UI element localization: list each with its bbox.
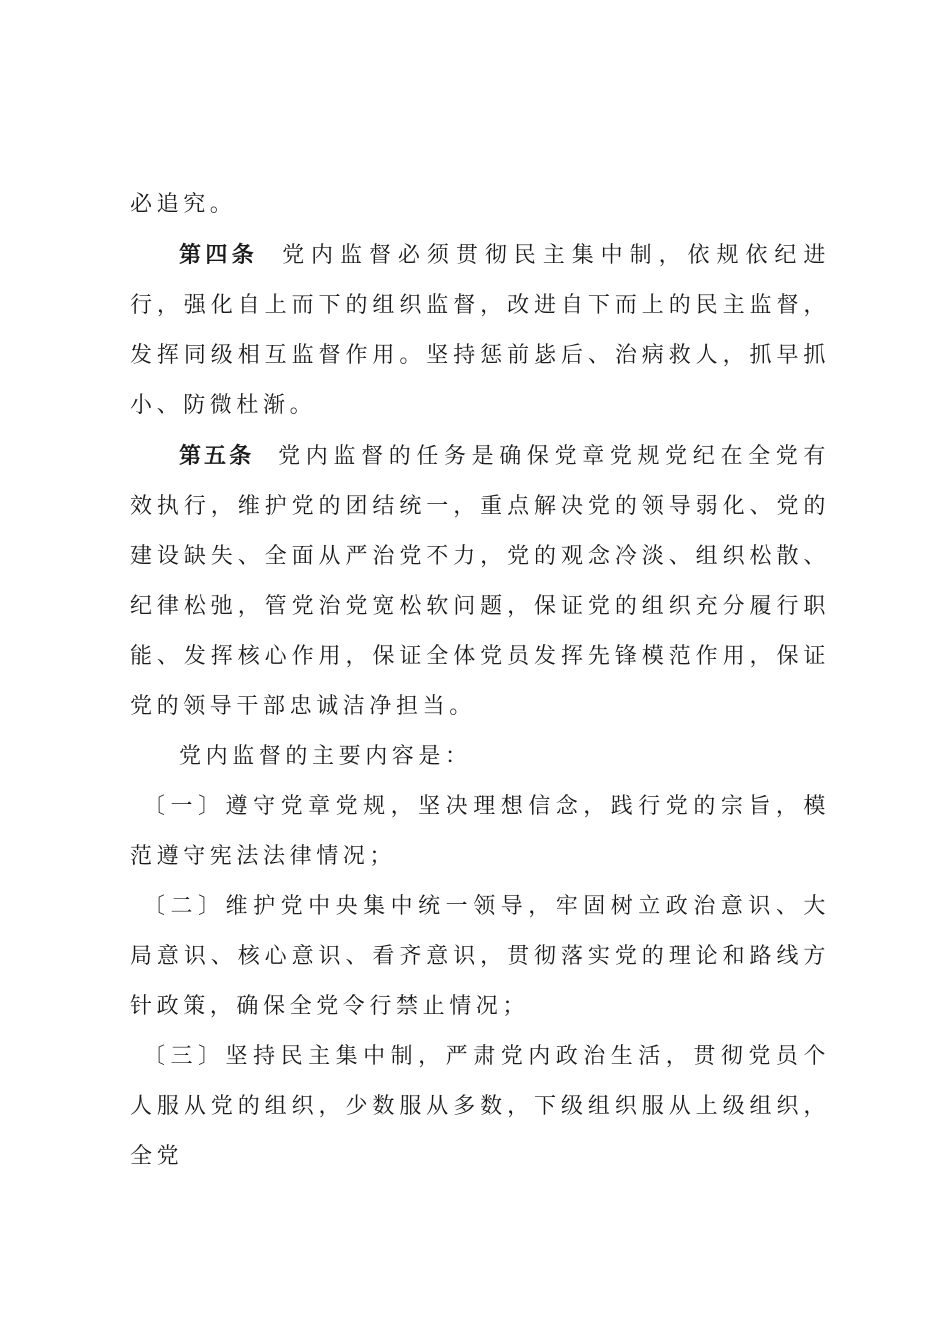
main-content-intro <box>130 732 830 782</box>
paragraph-text: 党内监督必须贯彻民主集中制，依规依纪进行，强化自上而下的组织监督，改进自下而上的民主监督，发挥同级相互监督作用。坚持惩前毖后、治病救人，抓早抓小、防微杜渐。 <box>130 243 830 418</box>
paragraph-text: 〔一〕遵守党章党规，坚决理想信念，践行党的宗旨，模范遵守宪法法律情况； <box>130 794 830 869</box>
paragraph-text: 〔三〕坚持民主集中制，严肃党内政治生活，贯彻党员个人服从党的组织，少数服从多数，下级组织服从上级组织，全党 <box>130 1044 830 1169</box>
paragraph-text: 党内监督的任务是确保党章党规党纪在全党有效执行，维护党的团结统一，重点解决党的领导弱化、党的建设缺失、全面从严治党不力，党的观念冷淡、组织松散、纪律松弛，管党治党宽松软问题，保证党的组织充分履行职能、发挥核心作用，保证全体党员发挥先锋模范作用，保证党的领导干部忠诚洁净担当。 <box>130 444 830 719</box>
list-item-3 <box>130 1032 830 1182</box>
paragraph-continuation <box>130 180 830 230</box>
article-heading: 第五条 <box>179 443 255 469</box>
article-4 <box>130 230 830 431</box>
paragraph-text: 党内监督的主要内容是： <box>179 744 472 769</box>
paragraph-text: 〔二〕维护党中央集中统一领导，牢固树立政治意识、大局意识、核心意识、看齐意识，贯彻落实党的理论和路线方针政策，确保全党令行禁止情况； <box>130 894 830 1019</box>
paragraph-text: 必追究。 <box>130 192 237 217</box>
article-5 <box>130 431 830 732</box>
list-item-1 <box>130 782 830 882</box>
article-heading: 第四条 <box>179 242 259 268</box>
list-item-2 <box>130 882 830 1032</box>
